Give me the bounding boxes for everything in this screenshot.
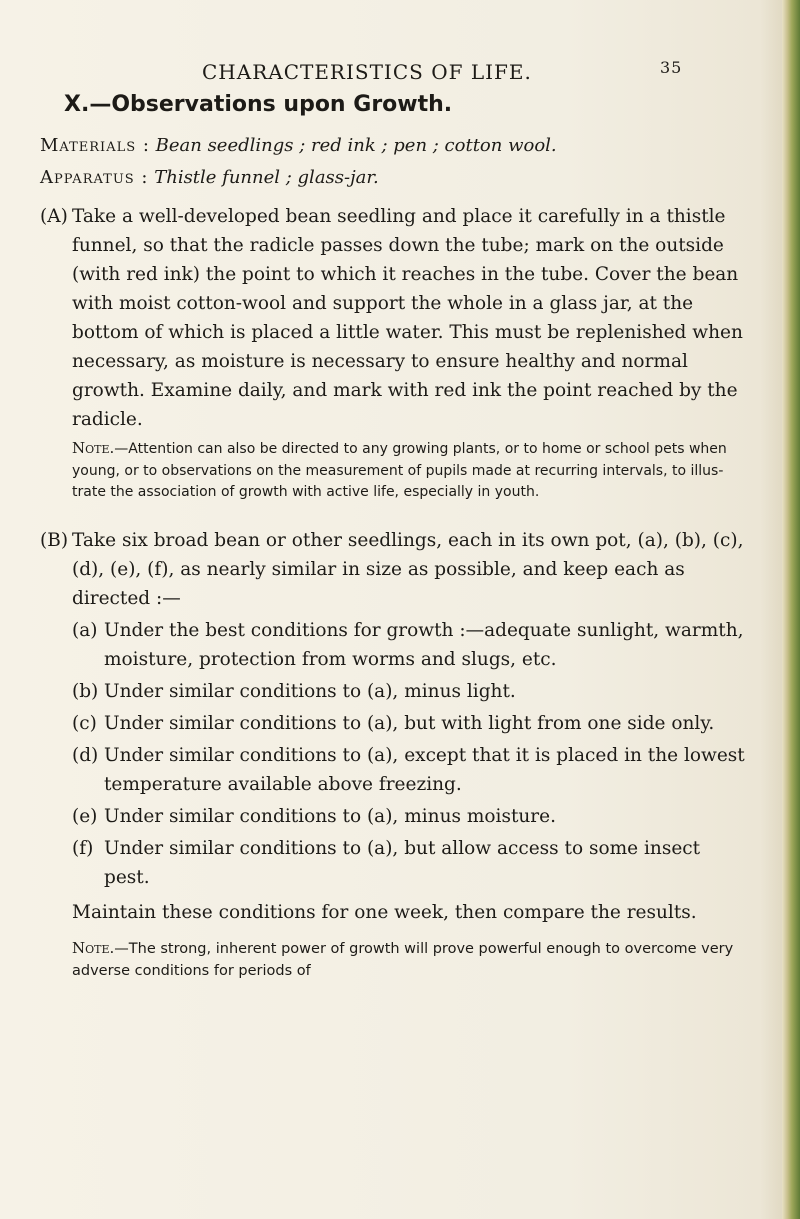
page-number: 35 xyxy=(660,58,683,77)
part-b-note-label: Note. xyxy=(72,938,115,957)
apparatus-line xyxy=(40,167,748,188)
item-marker: (b) xyxy=(72,680,99,702)
item-text: Under similar conditions to (a), but with light from one side only. xyxy=(104,712,715,734)
list-item xyxy=(72,677,748,706)
list-item xyxy=(72,741,748,799)
part-a-note-label: Note. xyxy=(72,439,115,457)
list-item xyxy=(72,802,748,831)
part-b-intro: Take six broad bean or other seedlings, each in its own pot, (a), (b), (c), (d), (e), (f), as nearly similar in size as possible, and keep each as directed :— xyxy=(72,529,744,609)
part-b xyxy=(40,526,748,892)
running-head: CHARACTERISTICS OF LIFE. xyxy=(202,60,532,84)
part-a-marker: (A) xyxy=(40,206,68,227)
part-b-note xyxy=(72,937,748,982)
part-a xyxy=(40,202,748,504)
section-title: X.—Observations upon Growth. xyxy=(64,92,453,117)
materials-value: Bean seedlings ; red ink ; pen ; cotton wool. xyxy=(155,135,557,156)
item-text: Under similar conditions to (a), minus moisture. xyxy=(104,805,556,827)
part-a-note xyxy=(72,438,748,504)
item-text: Under similar conditions to (a), minus light. xyxy=(104,680,516,702)
apparatus-value: Thistle funnel ; glass-jar. xyxy=(154,167,379,188)
item-marker: (f) xyxy=(72,837,94,859)
item-marker: (c) xyxy=(72,712,97,734)
list-item xyxy=(72,834,748,892)
item-marker: (a) xyxy=(72,619,98,641)
part-b-note-text: —The strong, inherent power of growth will prove powerful enough to overcome very adverse conditions for periods of xyxy=(72,940,734,979)
materials-line xyxy=(40,135,748,156)
materials-label: Materials : xyxy=(40,135,150,156)
item-text: Under similar conditions to (a), except that it is placed in the lowest temperature available above freezing. xyxy=(104,744,745,795)
item-text: Under the best conditions for growth :—adequate sunlight, warmth, moisture, protection from worms and slugs, etc. xyxy=(104,619,744,670)
item-marker: (d) xyxy=(72,744,99,766)
part-b-conclusion: Maintain these conditions for one week, then compare the results. xyxy=(72,901,697,923)
part-a-text: Take a well-developed bean seedling and place it carefully in a thistle funnel, so that the radicle passes down the tube; mark on the outside (with red ink) the point to which it reaches in the tube. Cover the bean with moist cotton-wool and support the whole in a glass jar, at the bottom of which is placed a little water. This must be replenished when necessary, as moisture is necessary to ensure healthy and normal growth. Examine daily, and mark with red ink the point reached by the radicle. xyxy=(72,206,743,430)
page-content xyxy=(40,92,748,982)
page-edge xyxy=(782,0,800,1219)
apparatus-label: Apparatus : xyxy=(40,167,149,188)
item-text: Under similar conditions to (a), but allow access to some insect pest. xyxy=(104,837,701,888)
list-item xyxy=(72,709,748,738)
list-item xyxy=(72,616,748,674)
part-b-marker: (B) xyxy=(40,529,69,551)
item-marker: (e) xyxy=(72,805,98,827)
part-a-note-text: —Attention can also be directed to any growing plants, or to home or school pets when young, or to observations on the measurement of pupils made at recurring intervals, to illus-trate the association of growth with active life, especially in youth. xyxy=(72,441,727,500)
